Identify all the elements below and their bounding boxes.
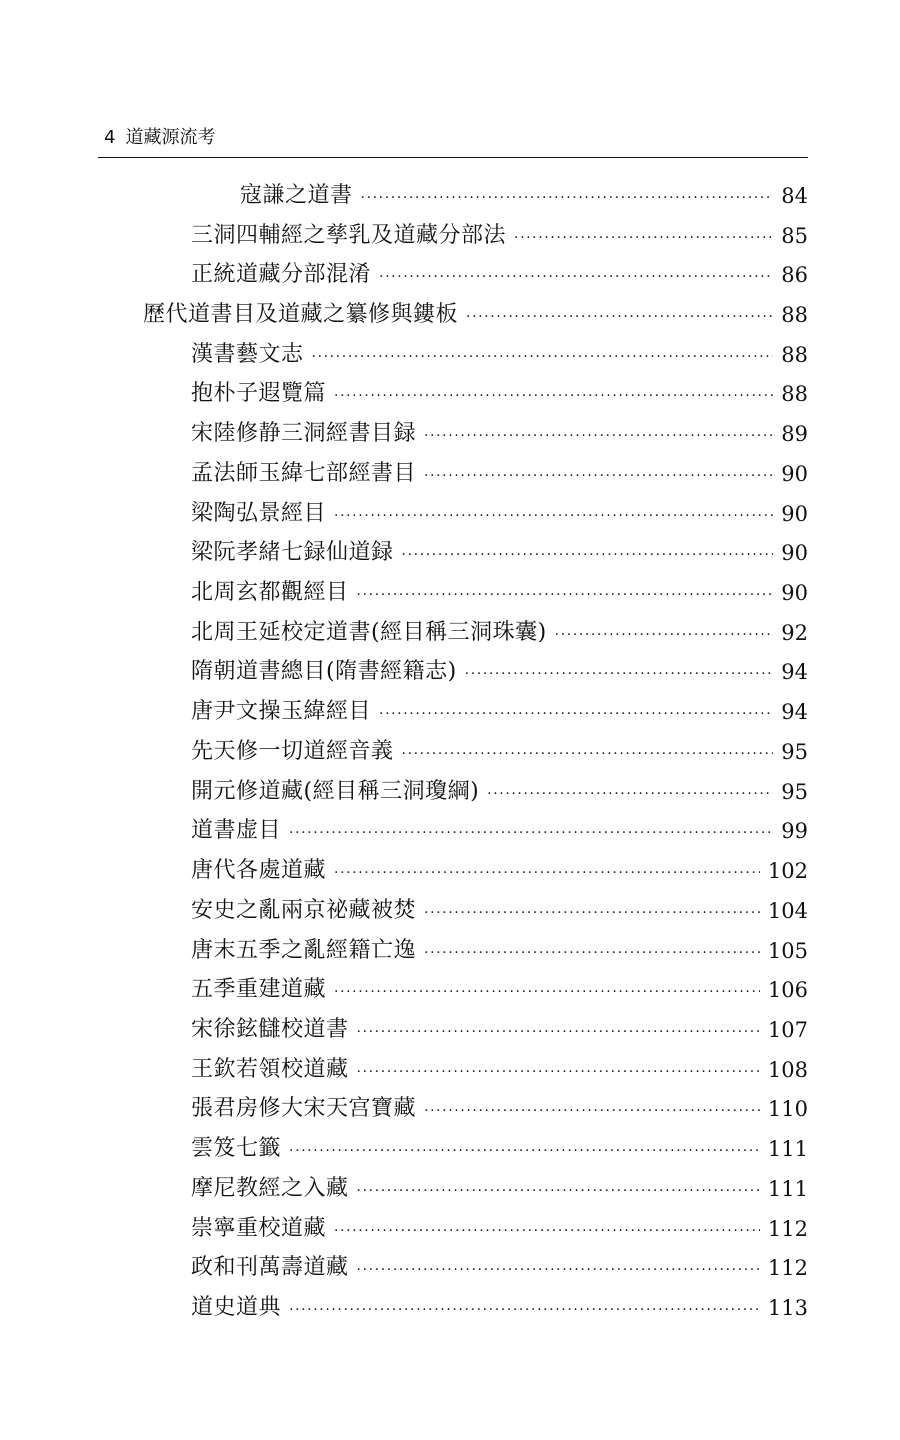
toc-entry <box>0 732 900 772</box>
dot-leader <box>424 1096 760 1122</box>
toc-entry-title: 張君房修大宋天宫寶藏 <box>191 1096 417 1122</box>
toc-entry-title: 寇謙之道書 <box>240 182 353 208</box>
toc-entry-page: 85 <box>781 223 808 248</box>
toc-entry <box>0 1248 900 1288</box>
dot-leader <box>289 1295 760 1321</box>
toc-entry-page: 110 <box>767 1097 808 1122</box>
toc-entry-title: 道書虚目 <box>191 818 282 844</box>
toc-entry-page: 90 <box>781 541 808 566</box>
toc-entry-title: 隋朝道書總目(隋書經籍志) <box>191 659 457 685</box>
toc-entry <box>0 216 900 256</box>
toc-entry-page: 94 <box>781 660 808 685</box>
toc-entry-page: 95 <box>781 739 808 764</box>
toc-entry <box>0 176 900 216</box>
dot-leader <box>357 1255 760 1281</box>
running-header <box>104 127 215 149</box>
toc-entry-page: 108 <box>767 1057 808 1082</box>
toc-entry-title: 北周王延校定道書(經目稱三洞珠囊) <box>191 619 547 645</box>
toc-entry <box>0 1050 900 1090</box>
dot-leader <box>424 898 760 924</box>
toc-entry <box>0 1169 900 1209</box>
dot-leader <box>289 818 773 844</box>
dot-leader <box>361 183 774 209</box>
toc-entry-title: 孟法師玉緯七部經書目 <box>191 460 417 486</box>
toc-entry <box>0 255 900 295</box>
toc-entry <box>0 970 900 1010</box>
toc-entry <box>0 1209 900 1249</box>
toc-entry <box>0 931 900 971</box>
toc-entry-page: 92 <box>781 620 808 645</box>
toc-entry-title: 三洞四輔經之孳乳及道藏分部法 <box>191 222 507 248</box>
toc-entry-title: 道史道典 <box>191 1294 282 1320</box>
toc-entry-title: 唐代各處道藏 <box>191 858 327 884</box>
dot-leader <box>514 223 773 249</box>
toc-entry <box>0 613 900 653</box>
toc-entry-page: 104 <box>767 898 808 923</box>
dot-leader <box>312 342 774 368</box>
toc-entry-page: 90 <box>781 461 808 486</box>
toc-entry-title: 歷代道書目及道藏之纂修與鏤板 <box>143 302 459 328</box>
toc-entry <box>0 1090 900 1130</box>
dot-leader <box>487 779 773 805</box>
dot-leader <box>424 461 773 487</box>
dot-leader <box>334 858 760 884</box>
toc-entry <box>0 573 900 613</box>
dot-leader <box>466 302 773 328</box>
toc-entry-title: 開元修道藏(經目稱三洞瓊綱) <box>191 778 480 804</box>
toc-entry-page: 94 <box>781 700 808 725</box>
toc-entry <box>0 653 900 693</box>
toc-entry-page: 90 <box>781 581 808 606</box>
dot-leader <box>379 699 773 725</box>
toc-entry-page: 102 <box>767 859 808 884</box>
toc-entry-page: 112 <box>767 1256 808 1281</box>
toc-entry <box>0 1129 900 1169</box>
toc-entry-page: 106 <box>767 978 808 1003</box>
toc-entry <box>0 335 900 375</box>
toc-entry-title: 宋陸修静三洞經書目録 <box>191 421 417 447</box>
toc-entry <box>0 533 900 573</box>
toc-entry-page: 111 <box>767 1137 808 1162</box>
toc-entry <box>0 1010 900 1050</box>
toc-entry-title: 先天修一切道經音義 <box>191 738 394 764</box>
dot-leader <box>289 1136 760 1162</box>
dot-leader <box>334 381 773 407</box>
toc-entry-title: 宋徐鉉讎校道書 <box>191 1016 349 1042</box>
toc-entry <box>0 375 900 415</box>
toc-entry <box>0 454 900 494</box>
toc-entry <box>0 1288 900 1328</box>
toc-entry-page: 99 <box>781 819 808 844</box>
toc-entry-page: 89 <box>781 422 808 447</box>
toc-entry-page: 105 <box>767 938 808 963</box>
toc-entry-page: 88 <box>781 342 808 367</box>
dot-leader <box>357 1176 760 1202</box>
dot-leader <box>334 1216 760 1242</box>
toc-entry <box>0 295 900 335</box>
toc-entry <box>0 851 900 891</box>
toc-entry-page: 95 <box>781 779 808 804</box>
toc-entry <box>0 891 900 931</box>
toc-entry-title: 雲笈七籤 <box>191 1136 282 1162</box>
toc-entry-title: 五季重建道藏 <box>191 977 327 1003</box>
toc-entry-title: 唐尹文操玉緯經目 <box>191 699 372 725</box>
toc-entry-title: 政和刊萬壽道藏 <box>191 1255 349 1281</box>
toc-entry <box>0 494 900 534</box>
toc-entry-title: 抱朴子遐覽篇 <box>191 381 327 407</box>
toc-entry-page: 88 <box>781 303 808 328</box>
toc-entry-page: 111 <box>767 1176 808 1201</box>
toc-entry <box>0 692 900 732</box>
toc-entry-title: 梁陶弘景經目 <box>191 500 327 526</box>
dot-leader <box>555 620 774 646</box>
toc-entry-page: 113 <box>767 1295 808 1320</box>
toc-entry-title: 漢書藝文志 <box>191 341 304 367</box>
toc-entry-title: 崇寧重校道藏 <box>191 1215 327 1241</box>
header-rule <box>98 157 808 158</box>
toc-entry-title: 北周玄都觀經目 <box>191 580 349 606</box>
toc-entry-page: 107 <box>767 1017 808 1042</box>
toc-entry-title: 安史之亂兩京祕藏被焚 <box>191 897 417 923</box>
dot-leader <box>424 421 773 447</box>
dot-leader <box>424 938 760 964</box>
table-of-contents <box>0 176 900 1328</box>
book-title: 道藏源流考 <box>125 127 216 148</box>
dot-leader <box>334 501 773 527</box>
dot-leader <box>334 977 760 1003</box>
dot-leader <box>379 262 773 288</box>
dot-leader <box>402 739 774 765</box>
toc-entry-title: 摩尼教經之入藏 <box>191 1175 349 1201</box>
toc-entry-title: 正統道藏分部混淆 <box>191 262 372 288</box>
toc-entry-page: 112 <box>767 1216 808 1241</box>
toc-entry-title: 梁阮孝緒七録仙道録 <box>191 540 394 566</box>
toc-entry-page: 88 <box>781 382 808 407</box>
toc-entry-page: 90 <box>781 501 808 526</box>
dot-leader <box>402 540 774 566</box>
toc-entry-page: 86 <box>781 263 808 288</box>
dot-leader <box>465 659 774 685</box>
dot-leader <box>357 1057 760 1083</box>
page-number: 4 <box>104 127 116 148</box>
toc-entry-title: 唐末五季之亂經籍亡逸 <box>191 937 417 963</box>
dot-leader <box>357 580 774 606</box>
toc-entry-title: 王欽若領校道藏 <box>191 1056 349 1082</box>
toc-entry-page: 84 <box>781 183 808 208</box>
dot-leader <box>357 1017 760 1043</box>
toc-entry <box>0 414 900 454</box>
toc-entry <box>0 812 900 852</box>
toc-entry <box>0 772 900 812</box>
